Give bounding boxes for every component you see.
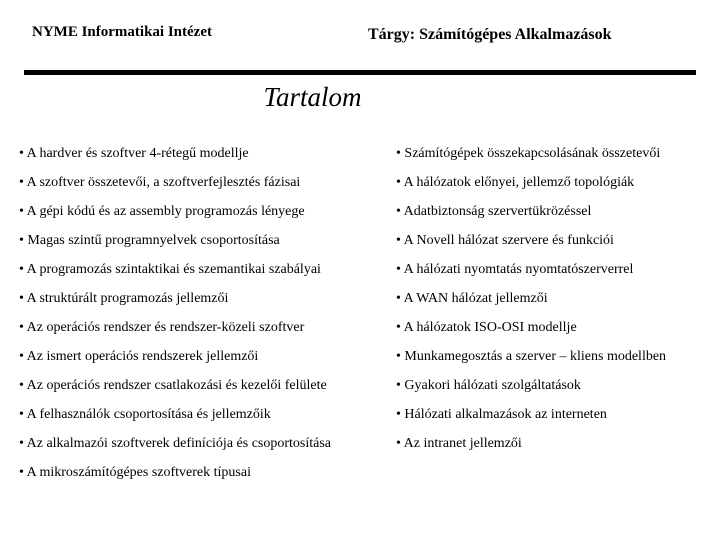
list-item: • Gyakori hálózati szolgáltatások (396, 378, 581, 393)
list-item: • Az operációs rendszer csatlakozási és kezelői felülete (19, 378, 327, 393)
list-item: • Munkamegosztás a szerver – kliens modellben (396, 349, 667, 364)
header-divider (24, 70, 696, 75)
list-item: • A szoftver összetevői, a szoftverfejlesztés fázisai (19, 175, 301, 190)
list-item: • Az operációs rendszer és rendszer-közeli szoftver (19, 320, 305, 335)
list-item: • A hardver és szoftver 4-rétegű modellje (19, 146, 249, 161)
list-item: • A programozás szintaktikai és szemantikai szabályai (19, 262, 321, 277)
list-item: • Az alkalmazói szoftverek definíciója és csoportosítása (19, 436, 332, 451)
subject-title: Tárgy: Számítógépes Alkalmazások (368, 26, 612, 43)
list-item: • Az ismert operációs rendszerek jellemzői (19, 349, 259, 364)
left-topic-list (19, 144, 387, 492)
institute-name: NYME Informatikai Intézet (32, 24, 212, 40)
list-item: • Az intranet jellemzői (396, 436, 522, 451)
list-item: • Magas szintű programnyelvek csoportosítása (19, 233, 280, 248)
list-item: • A hálózatok ISO-OSI modellje (396, 320, 577, 335)
list-item: • A struktúrált programozás jellemzői (19, 291, 229, 306)
list-item: • A felhasználók csoportosítása és jellemzőik (19, 407, 271, 422)
list-item: • A gépi kódú és az assembly programozás lényege (19, 204, 305, 219)
list-item: • A hálózati nyomtatás nyomtatószerverrel (396, 262, 634, 277)
list-item: • A WAN hálózat jellemzői (396, 291, 548, 306)
right-topic-list (396, 144, 706, 463)
list-item: • Hálózati alkalmazások az interneten (396, 407, 607, 422)
page-title: Tartalom (263, 82, 362, 112)
list-item: • A mikroszámítógépes szoftverek típusai (19, 465, 251, 480)
list-item: • A Novell hálózat szervere és funkciói (396, 233, 614, 248)
list-item: • Adatbiztonság szervertükrözéssel (396, 204, 592, 219)
list-item: • A hálózatok előnyei, jellemző topológiák (396, 175, 635, 190)
list-item: • Számítógépek összekapcsolásának összetevői (396, 146, 661, 161)
